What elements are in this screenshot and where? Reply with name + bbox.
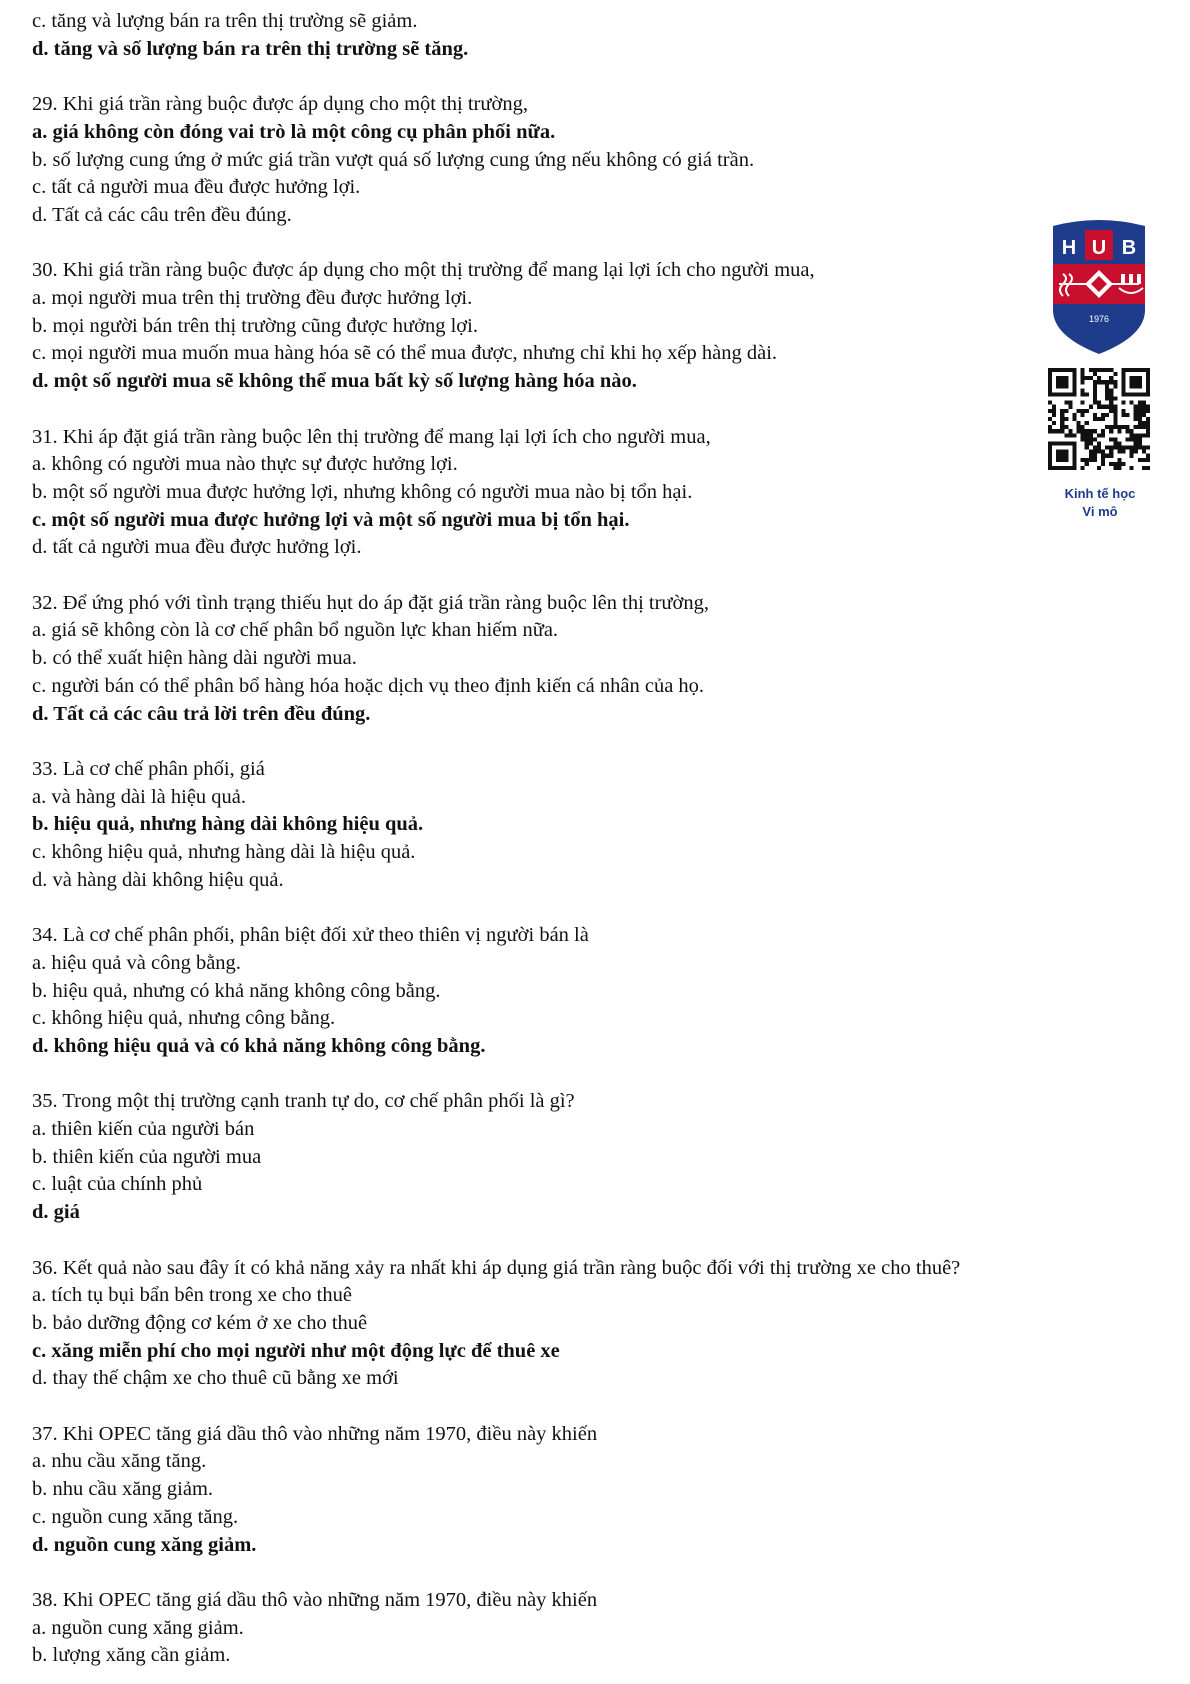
spacer: [32, 562, 1132, 590]
spacer: [32, 1393, 1132, 1421]
question-text: 32. Để ứng phó với tình trạng thiếu hụt do áp đặt giá trần ràng buộc lên thị trường,: [32, 591, 709, 614]
logo-letter-b: B: [1121, 237, 1137, 259]
spacer: [32, 1227, 1132, 1255]
answer-option: a. không có người mua nào thực sự được hưởng lợi.: [32, 453, 458, 476]
answer-option: b. một số người mua được hưởng lợi, nhưng không có người mua nào bị tổn hại.: [32, 480, 693, 503]
question-text: 36. Kết quả nào sau đây ít có khả năng xảy ra nhất khi áp dụng giá trần ràng buộc đối với thị trường xe cho thuê?: [32, 1256, 961, 1279]
answer-option: a. nguồn cung xăng giảm.: [32, 1616, 244, 1639]
answer-option: b. hiệu quả, nhưng có khả năng không công bằng.: [32, 979, 441, 1002]
answer-correct: b. hiệu quả, nhưng hàng dài không hiệu quả.: [32, 813, 424, 836]
question-text: 37. Khi OPEC tăng giá dầu thô vào những năm 1970, điều này khiến: [32, 1422, 598, 1445]
answer-option: c. không hiệu quả, nhưng hàng dài là hiệu quả.: [32, 841, 416, 864]
answer-option: a. và hàng dài là hiệu quả.: [32, 785, 247, 808]
answer-option: b. có thể xuất hiện hàng dài người mua.: [32, 647, 357, 670]
spacer: [32, 728, 1132, 756]
spacer: [32, 230, 1132, 258]
answer-correct: d. nguồn cung xăng giảm.: [32, 1533, 257, 1556]
question-text: 35. Trong một thị trường cạnh tranh tự do, cơ chế phân phối là gì?: [32, 1090, 575, 1113]
answer-correct: c. một số người mua được hưởng lợi và một số người mua bị tổn hại.: [32, 508, 630, 531]
spacer: [32, 894, 1132, 922]
question-text: 29. Khi giá trần ràng buộc được áp dụng cho một thị trường,: [32, 93, 528, 116]
question-text: 33. Là cơ chế phân phối, giá: [32, 757, 265, 780]
subject-label-line1: Kinh tế học: [1064, 486, 1136, 501]
answer-option: b. số lượng cung ứng ở mức giá trần vượt quá số lượng cung ứng nếu không có giá trần.: [32, 148, 755, 171]
logo-letter-h: H: [1061, 237, 1077, 259]
answer-correct: d. Tất cả các câu trả lời trên đều đúng.: [32, 702, 371, 725]
answer-option: b. bảo dưỡng động cơ kém ở xe cho thuê: [32, 1311, 368, 1334]
spacer: [32, 396, 1132, 424]
document-page: [32, 8, 1132, 1670]
spacer: [32, 63, 1132, 91]
answer-correct: d. tăng và số lượng bán ra trên thị trường sẽ tăng.: [32, 37, 469, 60]
answer-option: d. tất cả người mua đều được hưởng lợi.: [32, 536, 362, 559]
answer-option: c. người bán có thể phân bổ hàng hóa hoặc dịch vụ theo định kiến cá nhân của họ.: [32, 674, 705, 697]
answer-option: b. mọi người bán trên thị trường cũng được hưởng lợi.: [32, 314, 478, 337]
answer-option: c. nguồn cung xăng tăng.: [32, 1505, 239, 1528]
question-text: 34. Là cơ chế phân phối, phân biệt đối xử theo thiên vị người bán là: [32, 924, 589, 947]
qr-code-icon: [1048, 368, 1150, 470]
answer-option: c. tăng và lượng bán ra trên thị trường sẽ giảm.: [32, 10, 418, 32]
answer-option: c. luật của chính phủ: [32, 1173, 203, 1196]
answer-correct: d. giá: [32, 1201, 80, 1224]
subject-label-line2: Vi mô: [1082, 504, 1118, 519]
question-text: 31. Khi áp đặt giá trần ràng buộc lên thị trường để mang lại lợi ích cho người mua,: [32, 425, 711, 448]
answer-option: b. nhu cầu xăng giảm.: [32, 1478, 214, 1501]
answer-correct: d. không hiệu quả và có khả năng không công bằng.: [32, 1034, 486, 1057]
answer-option: c. tất cả người mua đều được hưởng lợi.: [32, 176, 361, 199]
answer-option: d. và hàng dài không hiệu quả.: [32, 868, 284, 891]
answer-option: a. thiên kiến của người bán: [32, 1118, 255, 1141]
answer-correct: c. xăng miễn phí cho mọi người như một động lực để thuê xe: [32, 1339, 560, 1362]
answer-option: a. hiệu quả và công bằng.: [32, 951, 241, 974]
question-text: 30. Khi giá trần ràng buộc được áp dụng cho một thị trường để mang lại lợi ích cho người mua,: [32, 259, 815, 282]
answer-option: a. tích tụ bụi bẩn bên trong xe cho thuê: [32, 1284, 352, 1307]
spacer: [32, 1559, 1132, 1587]
answer-option: a. nhu cầu xăng tăng.: [32, 1450, 207, 1473]
answer-option: c. mọi người mua muốn mua hàng hóa sẽ có thể mua được, nhưng chỉ khi họ xếp hàng dài.: [32, 342, 778, 365]
answer-option: d. Tất cả các câu trên đều đúng.: [32, 203, 292, 226]
question-text: 38. Khi OPEC tăng giá dầu thô vào những năm 1970, điều này khiến: [32, 1588, 598, 1611]
answer-correct: d. một số người mua sẽ không thể mua bất kỳ số lượng hàng hóa nào.: [32, 370, 637, 393]
answer-option: a. giá sẽ không còn là cơ chế phân bổ nguồn lực khan hiếm nữa.: [32, 619, 559, 642]
hub-logo-icon: [1049, 218, 1149, 358]
logo-letter-u: U: [1091, 237, 1107, 259]
spacer: [32, 1061, 1132, 1089]
answer-option: a. mọi người mua trên thị trường đều được hưởng lợi.: [32, 287, 473, 309]
answer-option: b. thiên kiến của người mua: [32, 1145, 262, 1168]
logo-year: 1976: [1088, 314, 1110, 324]
answer-option: d. thay thế chậm xe cho thuê cũ bằng xe mới: [32, 1367, 399, 1390]
answer-option: c. không hiệu quả, nhưng công bằng.: [32, 1007, 336, 1030]
answer-correct: a. giá không còn đóng vai trò là một công cụ phân phối nữa.: [32, 120, 556, 143]
answer-option: b. lượng xăng cần giảm.: [32, 1644, 231, 1667]
